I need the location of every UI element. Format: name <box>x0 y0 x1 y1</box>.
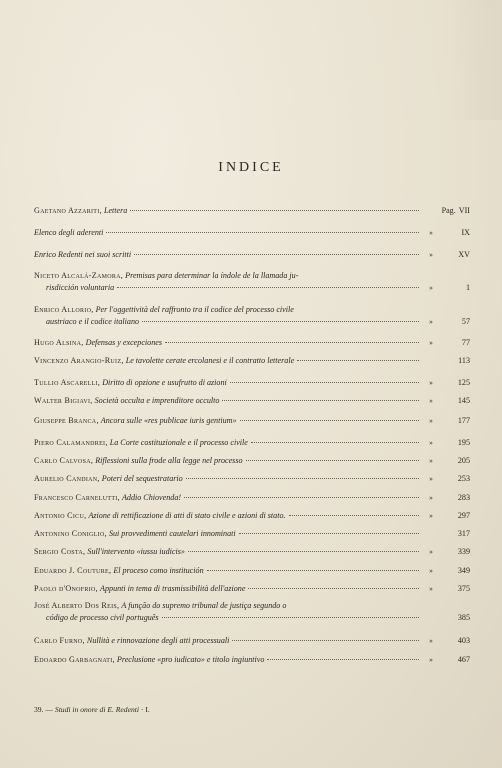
toc-entry-line <box>34 491 470 503</box>
ditto-mark: » <box>429 378 433 387</box>
entry-title: Per l'oggettività del raffronto tra il codice del processo civile <box>95 305 294 314</box>
dot-leader <box>106 224 419 233</box>
page-value: IX <box>461 228 470 237</box>
page-number <box>440 528 470 539</box>
page-value: 1 <box>465 283 470 292</box>
page-value: VII <box>458 206 470 215</box>
toc-entry-line <box>34 204 470 216</box>
page-number <box>440 492 470 503</box>
dot-leader <box>142 313 419 322</box>
dot-leader <box>232 632 419 641</box>
toc-entry-text <box>34 415 237 426</box>
page-number <box>440 227 470 238</box>
ditto-mark: » <box>429 456 433 465</box>
toc-entry-text <box>34 510 286 521</box>
page-value: 349 <box>457 566 470 575</box>
entry-title: Sui provvedimenti cautelari innominati <box>108 529 236 538</box>
page-value: 297 <box>457 511 470 520</box>
toc-entry <box>34 653 470 665</box>
page-value: 77 <box>461 338 470 347</box>
toc-entry-line <box>34 414 470 426</box>
entry-author: Tullio Ascarelli, <box>34 378 101 387</box>
ditto-mark: » <box>429 566 433 575</box>
ditto-mark: » <box>429 474 433 483</box>
toc-entry-text <box>34 205 127 216</box>
entry-author: Hugo Alsina, <box>34 338 84 347</box>
toc-entry <box>34 354 470 366</box>
ditto-mark: » <box>429 438 433 447</box>
toc-entry <box>34 454 470 466</box>
entry-title-continuation: código de processo civil português <box>46 613 159 622</box>
dot-leader <box>186 470 419 479</box>
dot-leader <box>184 489 419 498</box>
dot-leader <box>297 352 419 361</box>
toc-entry <box>34 394 470 406</box>
toc-entry-text <box>34 395 219 406</box>
entry-title: Appunti in tema di trasmissibilità dell'azione <box>100 584 246 593</box>
toc-entry-line <box>34 564 470 576</box>
toc-entry-line <box>34 226 470 238</box>
entry-author: Gaetano Azzariti, <box>34 206 102 215</box>
page-value: 57 <box>461 317 470 326</box>
page-fold-shadow <box>442 0 502 120</box>
toc-entry <box>34 527 470 539</box>
toc-entry-continuation-line <box>34 611 470 623</box>
toc-entry-text <box>34 227 103 238</box>
entry-author: Piero Calamandrei, <box>34 438 108 447</box>
page-value: 145 <box>457 396 470 405</box>
entry-author: Carlo Furno, <box>34 636 85 645</box>
entry-title: Azione di rettificazione di atti di stato civile e azioni di stato. <box>88 511 286 520</box>
index-title: INDICE <box>218 160 284 175</box>
page-value: 317 <box>457 529 470 538</box>
dot-leader <box>267 651 419 660</box>
ditto-mark: » <box>429 511 433 520</box>
toc-entry-line <box>34 527 470 539</box>
dot-leader <box>134 246 419 255</box>
toc-entry-line <box>34 436 470 448</box>
toc-entry-text <box>34 249 131 260</box>
dot-leader <box>240 412 419 421</box>
dot-leader <box>162 609 419 618</box>
entry-title: Diritto di opzione e usufrutto di azioni <box>102 378 227 387</box>
page-value: 177 <box>457 416 470 425</box>
toc-entry <box>34 270 470 293</box>
ditto-mark: » <box>429 584 433 593</box>
toc-entry <box>34 634 470 646</box>
page-number <box>440 355 470 366</box>
page-number <box>440 635 470 646</box>
page-value: 339 <box>457 547 470 556</box>
entry-author: Aurelio Candian, <box>34 474 100 483</box>
toc-entry <box>34 436 470 448</box>
page-value: 125 <box>457 378 470 387</box>
toc-entry <box>34 248 470 260</box>
page-number <box>440 510 470 521</box>
ditto-mark: » <box>429 250 433 259</box>
ditto-mark: » <box>429 547 433 556</box>
toc-entry-line <box>34 509 470 521</box>
toc-entry-line <box>34 394 470 406</box>
dot-leader <box>117 279 419 288</box>
ditto-mark: » <box>429 228 433 237</box>
page-value: XV <box>458 250 470 259</box>
entry-title: Riflessioni sulla frode alla legge nel processo <box>95 456 243 465</box>
ditto-mark: » <box>429 396 433 405</box>
page-number <box>440 337 470 348</box>
toc-entry <box>34 472 470 484</box>
dot-leader <box>165 334 419 343</box>
entry-title: Le tavolette cerate ercolanesi e il contratto letterale <box>125 356 295 365</box>
toc-entry-line <box>34 454 470 466</box>
toc-entry-text <box>34 455 243 466</box>
toc-entry <box>34 414 470 426</box>
entry-title-continuation: austriaco e il codice italiano <box>46 317 140 326</box>
page-number <box>440 205 470 216</box>
page-number <box>440 612 470 623</box>
page-number <box>440 455 470 466</box>
entry-title: A função do supremo tribunal de justiça segundo o <box>121 601 287 610</box>
toc-entry-line <box>34 376 470 388</box>
toc-entry-text <box>34 337 162 348</box>
dot-leader <box>222 392 419 401</box>
toc-entry <box>34 545 470 557</box>
page-number <box>440 395 470 406</box>
toc-entry <box>34 509 470 521</box>
dot-leader <box>130 202 419 211</box>
page-number <box>440 583 470 594</box>
page-number <box>440 546 470 557</box>
toc-entry-text <box>34 492 181 503</box>
ditto-mark: » <box>429 338 433 347</box>
toc-entry <box>34 304 470 327</box>
toc-entry-text <box>34 635 229 646</box>
toc-entry-text <box>34 473 183 484</box>
page-value: 467 <box>457 655 470 664</box>
entry-author: Vincenzo Arangio-Ruiz, <box>34 356 124 365</box>
entry-title: Poteri del sequestratario <box>101 474 183 483</box>
entry-title-continuation: risdicción voluntaria <box>46 283 115 292</box>
toc-entry-continuation-line <box>34 315 470 327</box>
dot-leader <box>248 580 419 589</box>
entry-title: Nullità e rinnovazione degli atti processuali <box>86 636 230 645</box>
entry-title: La Corte costituzionale e il processo civile <box>109 438 248 447</box>
page-number <box>440 654 470 665</box>
series-title: Studi in onore di E. Redenti <box>54 705 139 714</box>
entry-title: Società occulta e imprenditore occulto <box>94 396 220 405</box>
toc-entry-text <box>34 565 204 576</box>
toc-entry-line <box>34 653 470 665</box>
page-number <box>440 249 470 260</box>
ditto-mark: » <box>429 416 433 425</box>
page-number <box>440 415 470 426</box>
entry-author: Antonio Cicu, <box>34 511 87 520</box>
toc-entry <box>34 491 470 503</box>
dot-leader <box>251 434 419 443</box>
entry-author: Francesco Carnelutti, <box>34 493 120 502</box>
page-value: 205 <box>457 456 470 465</box>
toc-entry-text <box>34 583 245 594</box>
toc-entry-line <box>34 354 470 366</box>
toc-entry-text <box>34 355 294 366</box>
entry-title: Elenco degli aderenti <box>34 228 104 237</box>
dot-leader <box>207 562 419 571</box>
toc-entry-text <box>34 654 264 665</box>
toc-entry-line <box>34 472 470 484</box>
entry-author: Antonino Coniglio, <box>34 529 107 538</box>
page-value: 113 <box>458 356 470 365</box>
entry-author: Carlo Calvosa, <box>34 456 94 465</box>
ditto-mark: » <box>429 655 433 664</box>
entry-title: Ancora sulle «res publicae iuris gentium» <box>100 416 237 425</box>
dot-leader <box>289 507 419 516</box>
ditto-mark: » <box>429 636 433 645</box>
entry-author: José Alberto Dos Reis, <box>34 601 120 610</box>
toc-entry-line <box>34 634 470 646</box>
entry-author: Enrico Allorio, <box>34 305 94 314</box>
ditto-mark: » <box>429 493 433 502</box>
entry-author: Giuseppe Branca, <box>34 416 99 425</box>
page-label: Pag. <box>441 206 456 215</box>
toc-entry-text <box>34 546 185 557</box>
entry-author: Niceto Alcalá-Zamora, <box>34 271 124 280</box>
dot-leader <box>246 452 419 461</box>
entry-author: Eduardo J. Couture, <box>34 566 112 575</box>
ditto-mark: » <box>429 283 433 292</box>
toc-entry-line <box>34 582 470 594</box>
toc-entry-text <box>34 528 236 539</box>
toc-entry <box>34 226 470 238</box>
entry-title: El proceso como institución <box>113 566 204 575</box>
toc-entry-continuation-line <box>34 281 470 293</box>
entry-author: Walter Bigiavi, <box>34 396 93 405</box>
page-number <box>440 473 470 484</box>
entry-title: Sull'intervento «iussu iudicis» <box>87 547 185 556</box>
toc-entry <box>34 204 470 216</box>
entry-title: Premisas para determinar la índole de la llamada ju- <box>125 271 299 280</box>
toc-entry-line <box>34 248 470 260</box>
page-footer <box>34 705 150 714</box>
entry-title: Defensas y excepciones <box>85 338 162 347</box>
toc-entry-text <box>34 377 227 388</box>
page-value: 403 <box>457 636 470 645</box>
page-value: 385 <box>457 613 470 622</box>
dot-leader <box>239 525 419 534</box>
page-value: 283 <box>457 493 470 502</box>
entry-title: Lettera <box>103 206 128 215</box>
toc-entry-line <box>34 336 470 348</box>
page-number <box>440 377 470 388</box>
page-value: 375 <box>457 584 470 593</box>
toc-entry <box>34 582 470 594</box>
entry-title: Enrico Redenti nei suoi scritti <box>34 250 132 259</box>
page-value: 195 <box>457 438 470 447</box>
toc-entry <box>34 600 470 623</box>
entry-author: Edoardo Garbagnati, <box>34 655 115 664</box>
toc-entry <box>34 564 470 576</box>
toc-entry-text <box>34 437 248 448</box>
entry-title: Addio Chiovenda! <box>121 493 182 502</box>
toc-entry <box>34 376 470 388</box>
page-number <box>440 437 470 448</box>
dot-leader <box>230 374 419 383</box>
volume-number: · I. <box>140 705 150 714</box>
toc-entry <box>34 336 470 348</box>
page-number <box>440 316 470 327</box>
page-number <box>440 565 470 576</box>
ditto-mark: » <box>429 317 433 326</box>
page-number <box>440 282 470 293</box>
entry-author: Paolo d'Onofrio, <box>34 584 98 593</box>
dot-leader <box>188 543 419 552</box>
toc-entry-line <box>34 545 470 557</box>
entry-title: Preclusione «pro iudicato» e titolo ingiuntivo <box>116 655 265 664</box>
entry-author: Sergio Costa, <box>34 547 86 556</box>
signature-number: 39. — <box>34 705 53 714</box>
page-value: 253 <box>457 474 470 483</box>
